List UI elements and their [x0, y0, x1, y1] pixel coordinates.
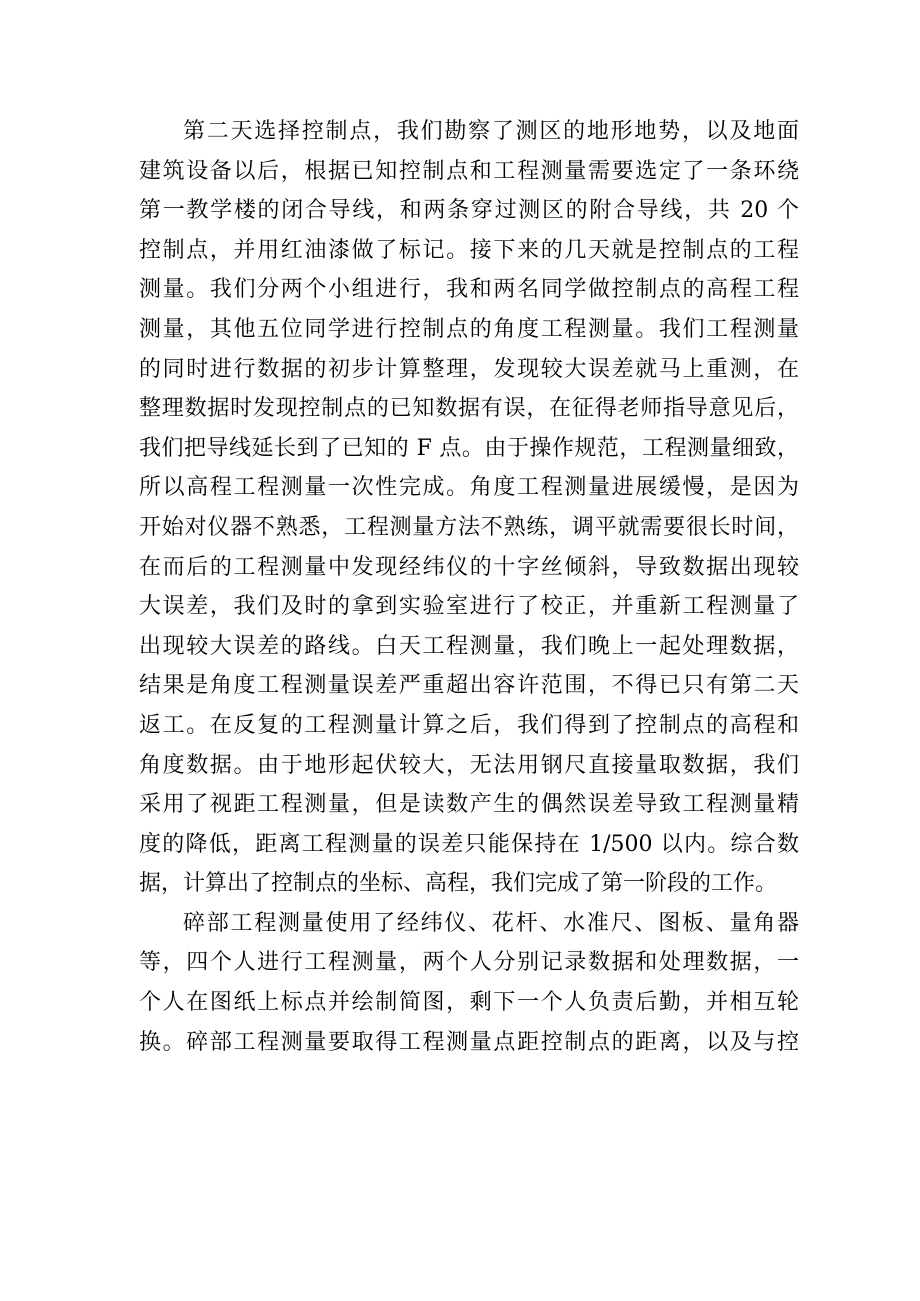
text-line: 采用了视距工程测量，但是读数产生的偶然误差导致工程测量精	[139, 792, 799, 818]
paragraph-2	[139, 904, 799, 1062]
text-line: 整理数据时发现控制点的已知数据有误，在征得老师指导意见后，	[139, 396, 799, 422]
text-line: 碎部工程测量使用了经纬仪、花杆、水准尺、图板、量角器	[183, 910, 799, 936]
text-line: 据，计算出了控制点的坐标、高程，我们完成了第一阶段的工作。	[139, 871, 778, 897]
text-line: 个人在图纸上标点并绘制简图，剩下一个人负责后勤，并相互轮	[139, 990, 799, 1016]
text-line: 开始对仪器不熟悉，工程测量方法不熟练，调平就需要很长时间，	[139, 514, 799, 540]
text-line: 大误差，我们及时的拿到实验室进行了校正，并重新工程测量了	[139, 594, 799, 620]
text-line: 控制点，并用红油漆做了标记。接下来的几天就是控制点的工程	[139, 237, 799, 263]
text-line: 结果是角度工程测量误差严重超出容许范围，不得已只有第二天	[139, 673, 799, 699]
text-line: 度的降低，距离工程测量的误差只能保持在 1/500 以内。综合数	[139, 831, 799, 857]
text-line: 的同时进行数据的初步计算整理，发现较大误差就马上重测，在	[139, 356, 799, 382]
text-line: 测量，其他五位同学进行控制点的角度工程测量。我们工程测量	[139, 316, 799, 342]
text-line: 所以高程工程测量一次性完成。角度工程测量进展缓慢，是因为	[139, 475, 799, 501]
text-line: 角度数据。由于地形起伏较大，无法用钢尺直接量取数据，我们	[139, 752, 799, 778]
paragraph-1	[139, 112, 799, 904]
body-text	[139, 112, 799, 1062]
text-line: 出现较大误差的路线。白天工程测量，我们晚上一起处理数据，	[139, 633, 799, 659]
text-line: 我们把导线延长到了已知的 F 点。由于操作规范，工程测量细致，	[139, 435, 799, 461]
text-line: 第一教学楼的闭合导线，和两条穿过测区的附合导线，共 20 个	[139, 198, 799, 224]
text-line: 返工。在反复的工程测量计算之后，我们得到了控制点的高程和	[139, 712, 799, 738]
text-line: 换。碎部工程测量要取得工程测量点距控制点的距离，以及与控	[139, 1029, 799, 1055]
text-line: 等，四个人进行工程测量，两个人分别记录数据和处理数据，一	[139, 950, 799, 976]
text-line: 在而后的工程测量中发现经纬仪的十字丝倾斜，导致数据出现较	[139, 554, 799, 580]
text-line: 测量。我们分两个小组进行，我和两名同学做控制点的高程工程	[139, 277, 799, 303]
text-line: 第二天选择控制点，我们勘察了测区的地形地势，以及地面	[183, 119, 799, 144]
text-line: 建筑设备以后，根据已知控制点和工程测量需要选定了一条环绕	[139, 158, 799, 184]
